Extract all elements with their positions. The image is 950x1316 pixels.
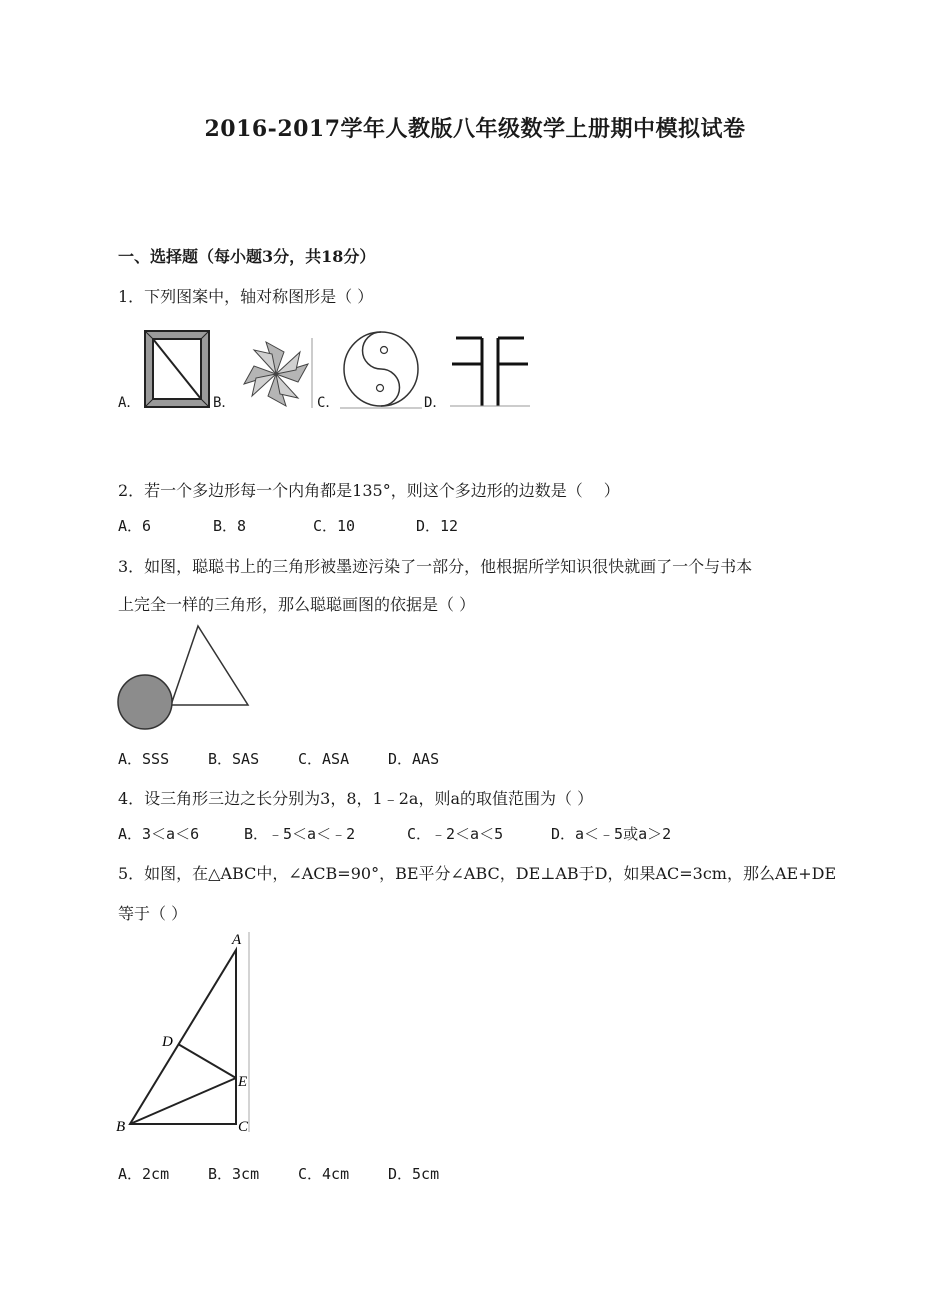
q2-option-b: B．8 <box>213 517 247 535</box>
q2-option-d: D．12 <box>416 517 459 535</box>
q3-option-b: B．SAS <box>208 750 260 768</box>
q2-option-c: C．10 <box>313 517 356 535</box>
q1-figure-c <box>340 330 422 410</box>
q5-label-a: A <box>232 932 242 948</box>
q1-figure-d <box>450 334 530 410</box>
q3-option-a: A．SSS <box>118 750 170 768</box>
page-title: 2016-2017学年人教版八年级数学上册期中模拟试卷 <box>204 116 746 142</box>
question-4-options <box>118 823 671 844</box>
q4-option-a: A．3＜a＜6 <box>118 825 200 843</box>
q1-label-b: B． <box>213 395 236 411</box>
q4-option-c: C．﹣2＜a＜5 <box>407 825 504 843</box>
question-3-options <box>118 748 439 769</box>
question-2-options <box>118 515 458 536</box>
q1-label-c: C． <box>317 395 340 411</box>
question-1-text: 1．下列图案中，轴对称图形是（ ） <box>118 287 374 306</box>
q5-label-e: E <box>238 1074 248 1090</box>
q1-figure-a <box>144 330 210 408</box>
q3-figure-triangle <box>116 624 252 732</box>
q5-label-b: B <box>116 1119 126 1135</box>
q2-option-a: A．6 <box>118 517 152 535</box>
q1-figure-b <box>238 338 314 410</box>
section-heading: 一、选择题（每小题3分，共18分） <box>118 247 376 266</box>
question-5-line-2: 等于（ ） <box>118 904 188 923</box>
question-5-line-1: 5．如图，在△ABC中，∠ACB=90°，BE平分∠ABC，DE⊥AB于D，如果AC=3cm，那么AE+DE <box>118 864 837 883</box>
question-4-text: 4．设三角形三边之长分别为3，8，1﹣2a，则a的取值范围为（ ） <box>118 789 594 808</box>
q3-option-d: D．AAS <box>388 750 440 768</box>
q5-option-d: D．5cm <box>388 1165 440 1183</box>
q5-figure-triangle <box>112 928 262 1136</box>
q5-label-c: C <box>238 1119 249 1135</box>
question-2-text: 2．若一个多边形每一个内角都是135°，则这个多边形的边数是（ ） <box>118 481 620 500</box>
q5-option-c: C．4cm <box>298 1165 350 1183</box>
q1-label-d: D． <box>424 395 447 411</box>
q4-option-b: B．﹣5＜a＜﹣2 <box>244 825 356 843</box>
q5-option-a: A．2cm <box>118 1165 170 1183</box>
question-3-line-2: 上完全一样的三角形，那么聪聪画图的依据是（ ） <box>118 595 476 614</box>
question-5-options <box>118 1163 439 1184</box>
q4-option-d: D．a＜﹣5或a＞2 <box>551 825 672 843</box>
q5-option-b: B．3cm <box>208 1165 260 1183</box>
question-3-line-1: 3．如图，聪聪书上的三角形被墨迹污染了一部分，他根据所学知识很快就画了一个与书本 <box>118 557 753 576</box>
q5-label-d: D <box>162 1034 173 1050</box>
q3-option-c: C．ASA <box>298 750 350 768</box>
q1-label-a: A． <box>118 395 141 411</box>
